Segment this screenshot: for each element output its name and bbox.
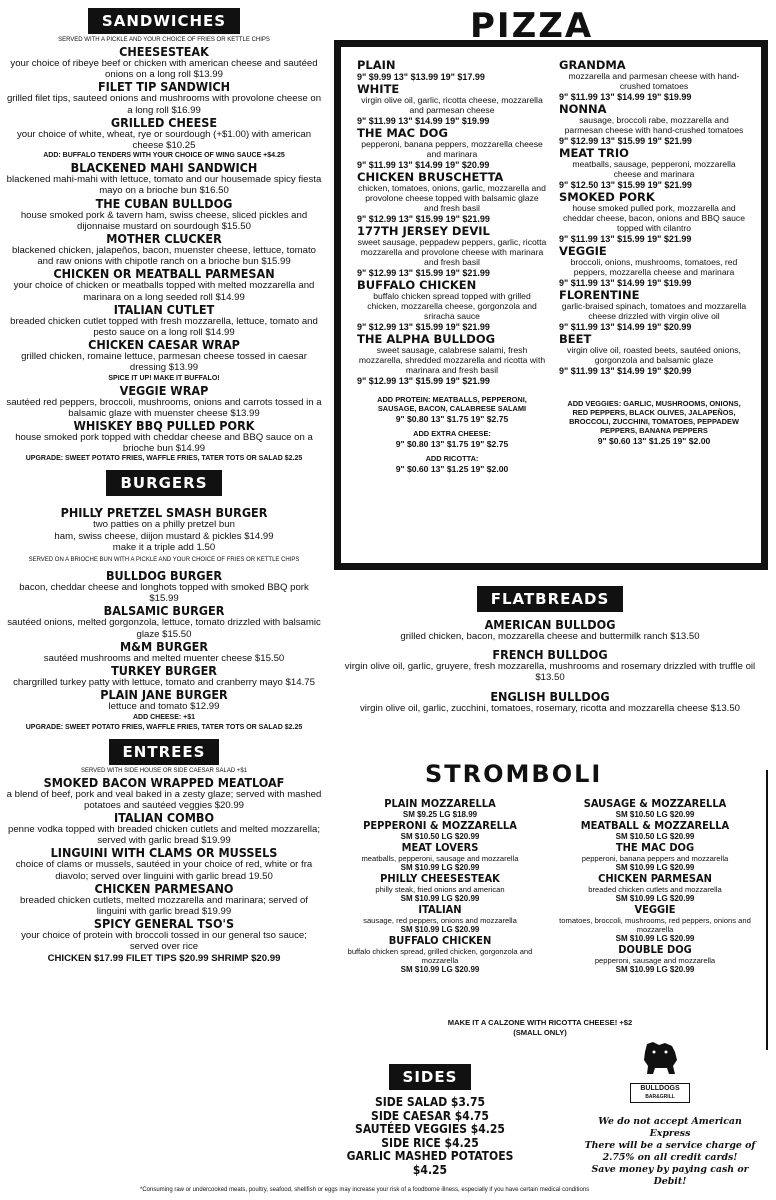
stromboli-name: MEATBALL & MOZZARELLA [580,819,730,832]
item-desc: breaded chicken cutlets, melted mozzarella and marinara; served of linguini with garlic bread $19.99 [20,894,308,917]
entrees-section [6,739,322,964]
stromboli-name: ITALIAN [418,903,462,916]
item-desc: grilled filet tips, sauteed onions and mushrooms with provolone cheese on a long roll $16.99 [6,93,322,116]
item-desc: your choice of protein with broccoli tossed in our general tso sauce; served over rice [21,930,307,953]
menu-item [6,882,322,917]
menu-item [6,338,322,383]
item-name: ITALIAN COMBO [113,809,215,825]
pizza-item [559,191,749,245]
item-name: LINGUINI WITH CLAMS OR MUSSELS [50,845,278,861]
pizza-item [357,225,547,279]
pizza-price: 9" $9.99 13" $13.99 19" $17.99 [357,72,485,82]
stromboli-item [340,904,540,935]
footer-disclaimer: *Consuming raw or undercooked meats, poultry, seafood, shellfish or eggs may increase your risk of a foodborne illness, especially if you have certain medical conditions [140,1187,590,1193]
pizza-name: WHITE [357,82,400,96]
add-cheese: ADD EXTRA CHEESE: [413,429,491,438]
item-name: FILET TIP SANDWICH [97,79,231,95]
pizza-price: 9" $11.99 13" $14.99 19" $20.99 [559,366,692,376]
pizza-name: THE ALPHA BULLDOG [357,332,496,346]
sides-section [330,1064,530,1177]
menu-item [340,648,760,683]
item-name: SMOKED BACON WRAPPED MEATLOAF [43,774,285,790]
pizza-item [559,245,749,289]
stromboli-price: SM $10.50 LG $20.99 [615,810,695,819]
pizza-price: 9" $12.99 13" $15.99 19" $21.99 [357,322,490,332]
add-veggies: ADD VEGGIES: GARLIC, MUSHROOMS, ONIONS, RED PEPPERS, BLACK OLIVES, JALAPEÑOS, BROCCOLI, ZUCCHINI, TOMATOES, PEPPADEW PEPPERS, BANANA PEPPERS [567,399,741,435]
notice-line: We do not accept American Express [598,1116,742,1139]
pizza-desc: broccoli, onions, mushrooms, tomatoes, red peppers, mozzarella cheese and marinara [570,257,738,277]
logo-line2: BAR&GRILL [645,1094,675,1100]
item-desc: virgin olive oil, garlic, zucchini, tomatoes, rosemary, ricotta and mozzarella cheese $13.50 [359,702,741,714]
item-name: ITALIAN CUTLET [113,301,215,317]
calzone-small-only: (SMALL ONLY) [513,1028,567,1037]
menu-item [6,267,322,302]
bulldog-icon [639,1040,681,1076]
stromboli-price: SM $10.99 LG $20.99 [615,965,695,974]
item-name: CHICKEN PARMESANO [94,880,234,896]
item-desc: make it a triple add 1.50 [112,541,216,553]
stromboli-price: SM $10.50 LG $20.99 [615,832,695,841]
menu-item [6,776,322,811]
stromboli-price: SM $10.99 LG $20.99 [615,863,695,872]
menu-item [6,161,322,196]
pizza-desc: garlic-braised spinach, tomatoes and mozzarella cheese drizzled with virgin olive oil [561,301,747,321]
notice-line: There will be a service charge of 2.75% on all credit cards! [584,1140,756,1163]
item-desc: blackened chicken, jalapeños, bacon, muenster cheese, lettuce, tomato and raw onions with chipotle ranch on a brioche bun $15.99 [12,245,316,268]
stromboli-title: STROMBOLI [425,760,603,788]
pizza-name: BUFFALO CHICKEN [357,278,477,292]
pizza-veggie-addons [559,399,749,447]
pizza-item [559,147,749,191]
item-desc: your choice of chicken or meatballs topped with melted mozzarella and marinara on a long seeded roll $14.99 [13,280,315,303]
burgers-note: SERVED ON A BRIOCHE BUN WITH A PICKLE AND YOUR CHOICE OF FRIES OR KETTLE CHIPS [28,557,300,564]
pizza-desc: buffalo chicken spread topped with grilled chicken, mozzarella cheese, gorgonzola and sriracha sauce [367,291,537,321]
stromboli-name: SAUSAGE & MOZZARELLA [583,797,727,810]
stromboli-item [555,873,755,904]
item-name: BALSAMIC BURGER [103,603,225,619]
item-name: TURKEY BURGER [111,663,217,679]
stromboli-price: SM $10.99 LG $20.99 [615,894,695,903]
pizza-price: 9" $12.99 13" $15.99 19" $21.99 [357,268,490,278]
menu-item [6,303,322,338]
stromboli-desc: meatballs, pepperoni, sausage and mozzarella [361,854,519,863]
pizza-price: 9" $11.99 13" $14.99 19" $19.99 [357,116,490,126]
item-name: FRENCH BULLDOG [492,647,608,663]
pizza-name: PLAIN [357,58,396,72]
menu-item [6,688,322,722]
stromboli-right-column [555,798,755,975]
side-item: SIDE SALAD $3.75 [374,1095,486,1109]
side-item: SIDE RICE $4.25 [381,1135,479,1150]
calzone-note [440,1018,640,1038]
notice-line: Save money by paying cash or Debit! [591,1164,749,1187]
menu-item [6,569,322,604]
menu-item [6,232,322,267]
item-desc: sautéed onions, melted gorgonzola, lettuce, tomato drizzled with balsamic glaze $15.50 [7,617,321,640]
pizza-desc: sweet sausage, peppadew peppers, garlic, ricotta mozzarella and provolone cheese with marinara and fresh basil [357,237,547,267]
pizza-desc: virgin olive oil, roasted beets, sautéed onions, gorgonzola and balsamic glaze [567,345,741,365]
stromboli-price: SM $10.50 LG $20.99 [400,832,480,841]
item-desc: blackened mahi-mahi with lettuce, tomato and our housemade spicy fiesta mayo on a brioche bun $16.50 [6,174,322,197]
burgers-section [6,470,322,732]
stromboli-name: MEAT LOVERS [401,841,479,854]
stromboli-item [555,820,755,842]
menu-item [6,45,322,80]
item-name: BLACKENED MAHI SANDWICH [70,160,258,176]
pizza-item [357,59,547,83]
item-name: VEGGIE WRAP [119,382,209,398]
logo-text [630,1083,690,1103]
stromboli-name: BUFFALO CHICKEN [388,934,492,947]
left-column [6,8,322,970]
stromboli-desc: sausage, red peppers, onions and mozzarella [363,916,517,925]
stromboli-item [340,820,540,842]
stromboli-price: SM $10.99 LG $20.99 [400,925,480,934]
burgers-title: BURGERS [106,470,221,496]
menu-item [6,846,322,881]
pizza-item [357,333,547,387]
item-name: BULLDOG BURGER [105,568,222,584]
item-desc: choice of clams or mussels, sautéed in your choice of red, white or fra diavolo; served over linguini with garlic bread 19.50 [15,859,313,882]
pizza-price: 9" $12.99 13" $15.99 19" $21.99 [357,214,490,224]
item-desc: virgin olive oil, garlic, gruyere, fresh mozzarella, mushrooms and rosemary drizzled with truffle oil $13.50 [344,661,756,684]
menu-item [340,690,760,714]
item-name: CHICKEN CAESAR WRAP [88,337,240,353]
add-cheese-note: ADD CHEESE: +$1 [132,713,196,721]
pizza-desc: meatballs, sausage, pepperoni, mozzarella cheese and marinara [572,159,736,179]
stromboli-item [555,904,755,944]
add-cheese-price: 9" $0.80 13" $1.75 19" $2.75 [395,439,509,449]
entrees-note: SERVED WITH SIDE HOUSE OR SIDE CAESAR SALAD +$1 [80,767,248,774]
item-desc: a blend of beef, pork and veal baked in a zesty glaze; served with mashed potatoes and sautéed veggies $20.99 [6,788,322,811]
stromboli-desc: philly steak, fried onions and american [375,885,505,894]
add-protein-price: 9" $0.80 13" $1.75 19" $2.75 [395,414,509,424]
item-desc: house smoked pork topped with cheddar cheese and BBQ sauce on a brioche bun $14.99 [15,432,313,455]
pizza-item [357,83,547,127]
pizza-desc: virgin olive oil, garlic, ricotta cheese, mozzarella and parmesan cheese [361,95,543,115]
stromboli-name: CHICKEN PARMESAN [598,872,712,885]
bulldogs-logo [630,1040,690,1103]
item-desc: lettuce and tomato $12.99 [108,701,220,713]
pizza-item [559,289,749,333]
side-item: SAUTÉED VEGGIES $4.25 [355,1122,505,1136]
stromboli-divider [766,770,768,1050]
flatbreads-section [340,586,760,714]
stromboli-item [555,944,755,975]
stromboli-desc: pepperoni, sausage and mozzarella [594,956,716,965]
add-ricotta: ADD RICOTTA: [425,454,479,463]
menu-item [6,506,322,553]
pizza-left-column [357,59,547,479]
stromboli-price: SM $10.99 LG $20.99 [400,965,480,974]
item-desc: sautéed mushrooms and melted muenter cheese $15.50 [43,652,285,664]
stromboli-name: PLAIN MOZZARELLA [384,797,496,810]
pizza-item [357,127,547,171]
item-name: MOTHER CLUCKER [106,231,222,247]
side-item: GARLIC MASHED POTATOES $4.25 [346,1149,514,1177]
sandwiches-section [6,8,322,464]
item-desc: grilled chicken, romaine lettuce, parmesan cheese tossed in caesar dressing $13.99 [21,351,307,374]
pizza-name: CHICKEN BRUSCHETTA [357,170,504,184]
pizza-desc: chicken, tomatoes, onions, garlic, mozzarella and provolone cheese topped with balsamic glaze and fresh basil [358,183,546,213]
menu-item [340,618,760,642]
pizza-name: MEAT TRIO [559,146,629,160]
stromboli-price: SM $10.99 LG $20.99 [615,934,695,943]
pizza-box [334,40,768,570]
sandwiches-note: SERVED WITH A PICKLE AND YOUR CHOICE OF FRIES OR KETTLE CHIPS [58,37,270,43]
menu-item [6,197,322,232]
menu-item [6,664,322,688]
stromboli-name: VEGGIE [634,903,676,916]
flatbreads-title: FLATBREADS [477,586,624,612]
logo-line1: BULLDOGS [640,1085,680,1092]
item-desc: breaded chicken cutlet topped with fresh mozzarella, lettuce, tomato and pesto sauce on a long roll $14.99 [10,315,318,339]
pizza-price: 9" $11.99 13" $14.99 19" $19.99 [559,278,692,288]
stromboli-desc: pepperoni, banana peppers and mozzarella [581,854,729,863]
tso-prices: CHICKEN $17.99 FILET TIPS $20.99 SHRIMP $20.99 [47,952,281,964]
menu-item [6,604,322,639]
entrees-title: ENTREES [109,739,220,765]
stromboli-item [340,873,540,904]
stromboli-name: PEPPERONI & MOZZARELLA [363,819,517,832]
sides-title: SIDES [389,1064,472,1090]
stromboli-item [340,935,540,975]
pizza-name: FLORENTINE [559,288,640,302]
item-desc: two patties on a philly pretzel bun [93,519,235,531]
stromboli-desc: tomatoes, broccoli, mushrooms, red peppers, onions and mozzarella [559,916,751,934]
pizza-desc: sweet sausage, calabrese salami, fresh mozzarella, shredded mozzarella and ricotta with marinara and fresh basil [358,345,546,375]
item-name: WHISKEY BBQ PULLED PORK [73,418,255,434]
stromboli-desc: buffalo chicken spread, grilled chicken, gorgonzola and mozzarella [347,947,533,965]
pizza-price: 9" $12.99 13" $15.99 19" $21.99 [559,136,692,146]
sandwiches-upgrade: UPGRADE: SWEET POTATO FRIES, WAFFLE FRIES, TATER TOTS OR SALAD $2.25 [25,455,303,463]
pizza-name: NONNA [559,102,607,116]
pizza-price: 9" $11.99 13" $15.99 19" $21.99 [559,234,692,244]
menu-item [6,116,322,161]
calzone-text: MAKE IT A CALZONE WITH RICOTTA CHEESE! +$2 [447,1018,633,1027]
pizza-price: 9" $11.99 13" $14.99 19" $20.99 [357,160,490,170]
item-name: M&M BURGER [119,638,209,654]
item-name: PLAIN JANE BURGER [100,687,228,703]
stromboli-price: SM $10.99 LG $20.99 [400,863,480,872]
pizza-price: 9" $12.50 13" $15.99 19" $21.99 [559,180,692,190]
item-name: ENGLISH BULLDOG [490,688,610,704]
stromboli-item [555,842,755,873]
pizza-name: 177TH JERSEY DEVIL [357,224,490,238]
stromboli-item [555,798,755,820]
item-name: THE CUBAN BULLDOG [95,195,233,211]
item-name: CHEESESTEAK [119,44,209,59]
payment-notice [580,1116,760,1188]
item-desc: sautéed red peppers, broccoli, mushrooms, onions and carrots tossed in a balsamic glaze with muenster cheese $13.99 [6,396,322,419]
pizza-item [357,279,547,333]
add-ricotta-price: 9" $0.60 13" $1.25 19" $2.00 [395,464,509,474]
menu-item [6,80,322,115]
item-desc: bacon, cheddar cheese and longhots topped with smoked BBQ pork $15.99 [19,582,309,605]
item-desc: chargrilled turkey patty with lettuce, tomato and cranberry mayo $14.75 [13,677,315,689]
pizza-name: THE MAC DOG [357,126,448,140]
pizza-price: 9" $11.99 13" $14.99 19" $20.99 [559,322,692,332]
pizza-item [559,103,749,147]
pizza-name: GRANDMA [559,58,626,72]
pizza-price: 9" $12.99 13" $15.99 19" $21.99 [357,376,490,386]
pizza-name: SMOKED PORK [559,190,655,204]
stromboli-item [340,798,540,820]
grilled-add-note: ADD: BUFFALO TENDERS WITH YOUR CHOICE OF WING SAUCE +$4.25 [43,152,285,160]
add-veggies-price: 9" $0.60 13" $1.25 19" $2.00 [597,436,711,446]
menu-item [6,811,322,846]
sandwiches-title: SANDWICHES [88,8,240,34]
pizza-name: BEET [559,332,592,346]
item-desc: grilled chicken, bacon, mozzarella cheese and buttermilk ranch $13.50 [400,631,700,642]
stromboli-price: SM $9.25 LG $18.99 [402,810,478,819]
stromboli-desc: breaded chicken cutlets and mozzarella [588,885,722,894]
pizza-title: PIZZA [470,6,594,46]
pizza-name: VEGGIE [559,244,607,258]
item-name: GRILLED CHEESE [110,114,218,130]
add-protein: ADD PROTEIN: MEATBALLS, PEPPERONI, SAUSAGE, BACON, CALABRESE SALAMI [377,395,527,413]
item-desc: your choice of white, wheat, rye or sourdough (+$1.00) with american cheese $10.25 [16,128,312,152]
stromboli-name: PHILLY CHEESESTEAK [380,872,500,885]
pizza-right-column [559,59,749,451]
menu-item [6,419,322,454]
item-desc: house smoked pork & tavern ham, swiss cheese, sliced pickles and dijonnaise mustard on sourdough $15.50 [20,209,308,232]
item-desc: penne vodka topped with breaded chicken cutlets and melted mozzarella; served with garlic bread $19.99 [8,823,320,847]
item-name: SPICY GENERAL TSO'S [93,916,235,932]
pizza-desc: pepperoni, banana peppers, mozzarella cheese and marinara [361,139,543,159]
pizza-item [559,59,749,103]
item-name: CHICKEN OR MEATBALL PARMESAN [53,266,275,282]
menu-item [6,917,322,964]
pizza-desc: sausage, broccoli rabe, mozzarella and parmesan cheese with hand-crushed tomatoes [564,115,744,135]
caesar-add-note: SPICE IT UP! MAKE IT BUFFALO! [108,374,220,382]
pizza-item [559,333,749,377]
stromboli-price: SM $10.99 LG $20.99 [400,894,480,903]
pizza-addons [357,395,547,475]
stromboli-item [340,842,540,873]
pizza-desc: mozzarella and parmesan cheese with hand-crushed tomatoes [568,71,740,91]
item-name: PHILLY PRETZEL SMASH BURGER [60,505,268,521]
pizza-desc: house smoked pulled pork, mozzarella and cheddar cheese, bacon, onions and BBQ sauce topped with cilantro [562,203,746,233]
burgers-upgrade: UPGRADE: SWEET POTATO FRIES, WAFFLE FRIES, TATER TOTS OR SALAD $2.25 [25,723,303,731]
item-desc: ham, swiss cheese, diijon mustard & pickles $14.99 [54,530,274,542]
side-item: SIDE CAESAR $4.75 [371,1108,489,1123]
stromboli-left-column [340,798,540,975]
item-name: AMERICAN BULLDOG [484,617,616,632]
item-desc: your choice of ribeye beef or chicken with american cheese and sautéed onions on a long roll $13.99 [10,58,318,81]
menu-item [6,384,322,419]
pizza-item [357,171,547,225]
stromboli-name: DOUBLE DOG [618,943,692,956]
menu-item [6,640,322,664]
pizza-price: 9" $11.99 13" $14.99 19" $19.99 [559,92,692,102]
stromboli-name: THE MAC DOG [615,841,695,854]
